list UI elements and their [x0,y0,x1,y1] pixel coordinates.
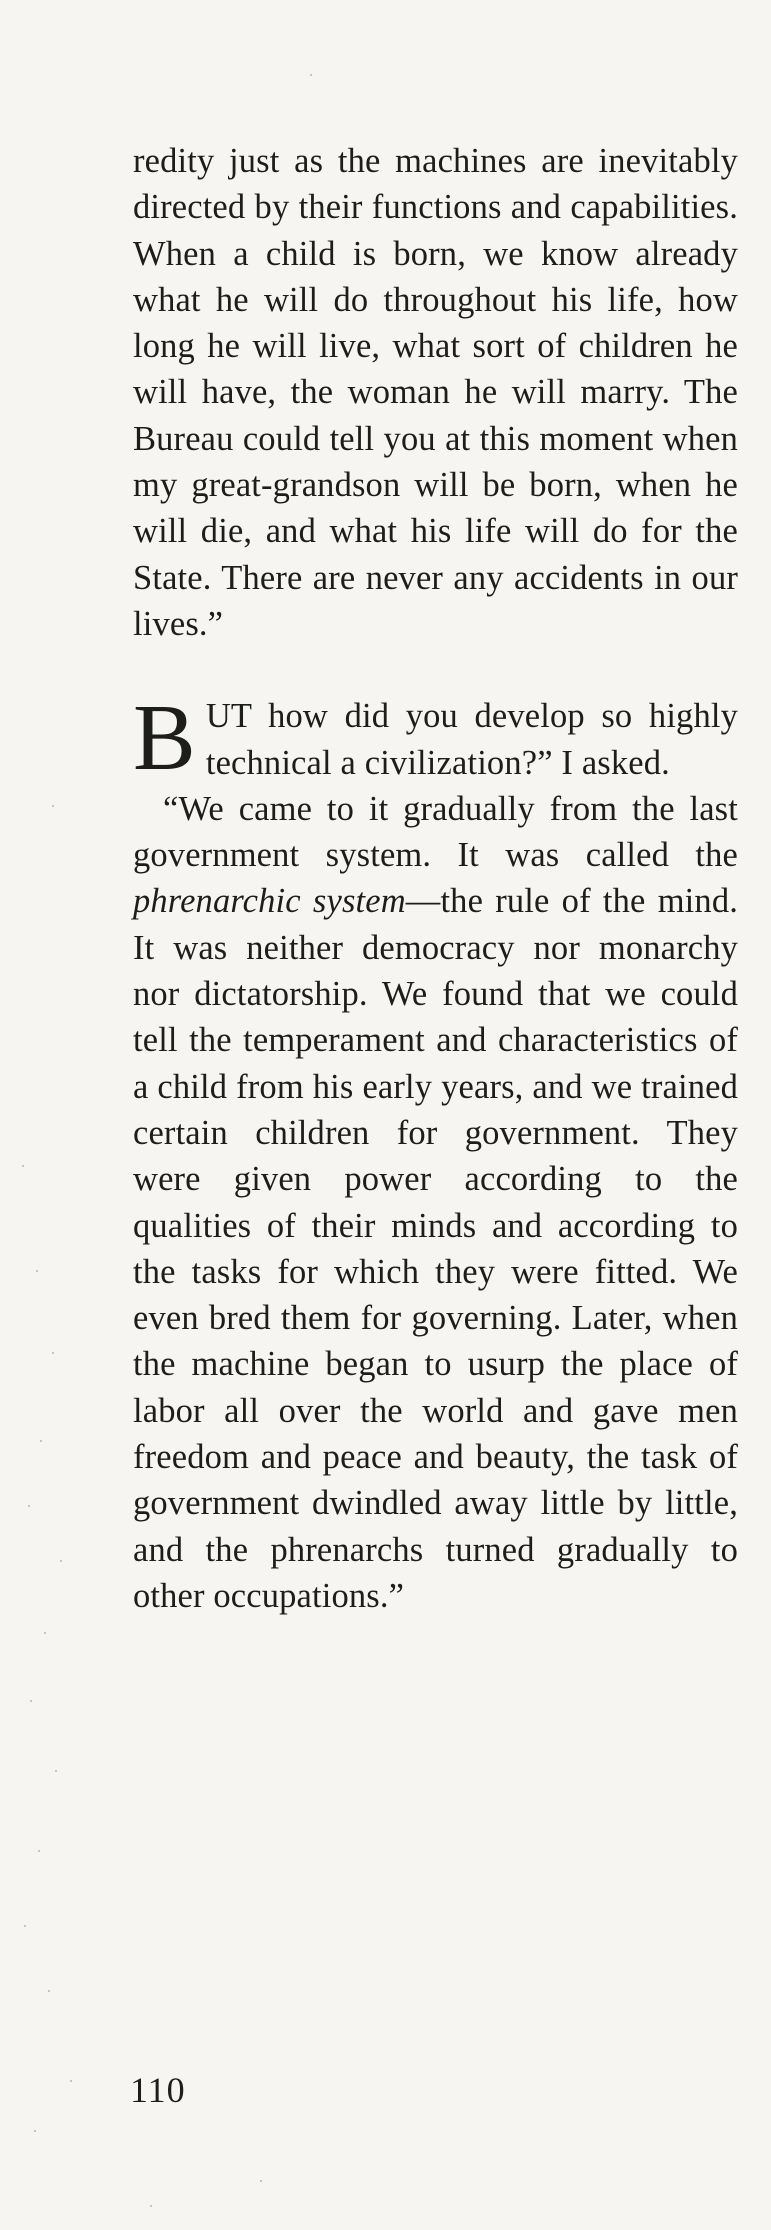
body-paragraph-continued: redity just as the machines are inevitably directed by their functions and capabilities. When a child is born, we know already what he will do throughout his life, how long he will live, what sort of children he will have, the woman he will marry. The Bureau could tell you at this moment when my great-grandson will be born, when he will die, and what his life will do for the State. There are never any accidents in our lives.” [133,142,738,643]
paper-speck [40,1440,42,1442]
paper-speck [55,1770,57,1772]
paper-speck [60,1560,62,1562]
paragraph-text-part: —the rule of the mind. It was neither democracy nor monarchy nor dictatorship. We found that we could tell the temperament and characteristics of a child from his early years, and we trained certain children for government. They were given power according to the qualities of their minds and according to the tasks for which they were fitted. We even bred them for governing. Later, when the machine began to usurp the place of labor all over the world and gave men freedom and peace and beauty, the task of government dwindled away little by little, and the phrenarchs turned gradually to other occupations.” [133,882,738,1615]
text-column [133,138,738,1619]
opening-paragraph-text: UT how did you develop so highly technical a civilization?” I asked. [205,697,738,782]
paper-speck [260,2180,262,2182]
paper-speck [36,1270,38,1272]
paper-speck [48,1990,50,1992]
paper-speck [30,1700,32,1702]
body-paragraph-opening [133,686,738,791]
paper-speck [150,2205,152,2207]
paper-speck [34,2130,36,2132]
italic-term: phrenarchic system [133,882,406,921]
paper-speck [38,1850,40,1852]
paper-speck [52,1352,54,1354]
paper-speck [52,805,54,807]
paper-speck [44,1632,46,1634]
paper-speck [310,74,312,76]
paper-speck [70,2080,72,2082]
paper-speck [22,1165,24,1167]
page-number: 110 [130,2070,186,2110]
paragraph-text-part: “We came to it gradually from the last government system. It was called the [133,789,738,875]
drop-cap: B [133,686,196,791]
paper-speck [28,1505,30,1507]
paper-speck [24,1925,26,1927]
body-paragraph [133,786,738,1619]
section-break [133,647,738,693]
